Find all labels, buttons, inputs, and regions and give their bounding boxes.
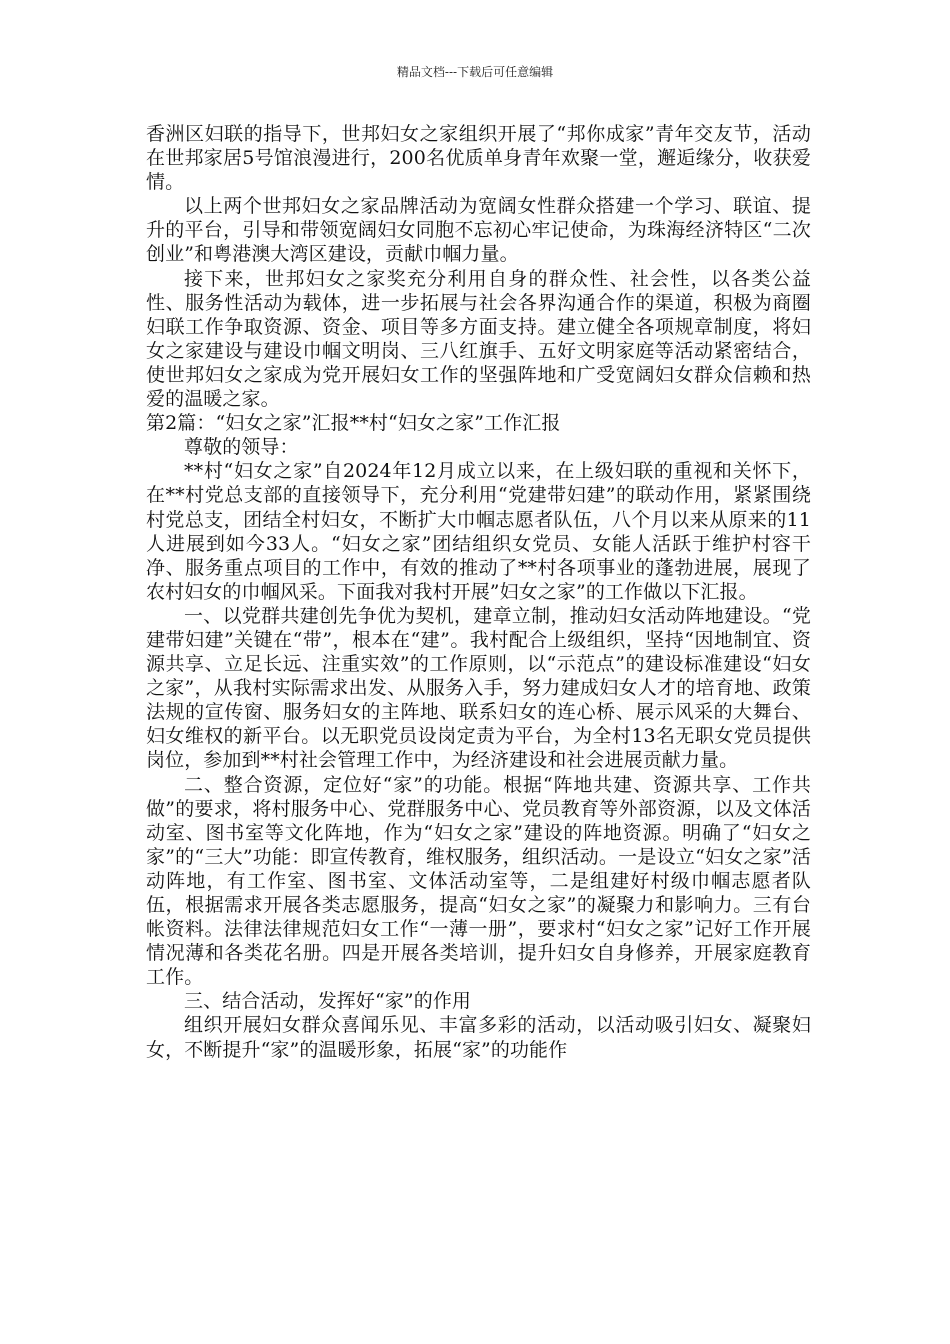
paragraph: **村“妇女之家”自2024年12月成立以来，在上级妇联的重视和关怀下，在**村党总支部的直接领导下，充分利用“党建带妇建”的联动作用，紧紧围绕村党总支，团结全村妇女，不断扩大巾帼志愿者队伍，八个月以来从原来的11人进展到如今33人。“妇女之家”团结组织女党员、女能人活跃于维护村容干净、服务重点项目的工作中，有效的推动了**村各项事业的蓬勃进展，展现了农村妇女的巾帼风采。下面我对我村开展”妇女之家”的工作做以下汇报。 [146,460,811,603]
paragraph: 组织开展妇女群众喜闻乐见、丰富多彩的活动，以活动吸引妇女、凝聚妇女，不断提升“家”的温暖形象，拓展“家”的功能作 [146,1014,811,1061]
subheading: 三、结合活动，发挥好“家”的作用 [184,990,472,1013]
paragraph: 二、整合资源，定位好“家”的功能。根据“阵地共建、资源共享、工作共做”的要求，将村服务中心、党群服务中心、党员教育等外部资源，以及文体活动室、图书室等文化阵地，作为“妇女之家”建设的阵地资源。明确了“妇女之家”的“三大”功能：即宣传教育，维权服务，组织活动。一是设立“妇女之家”活动阵地，有工作室、图书室、文体活动室等，二是组建好村级巾帼志愿者队伍，根据需求开展各类志愿服务，提高“妇女之家”的凝聚力和影响力。三有台帐资料。法律法律规范妇女工作“一薄一册”，要求村“妇女之家”记好工作开展情况薄和各类花名册。四是开展各类培训，提升妇女自身修养，开展家庭教育工作。 [146,773,811,989]
paragraph: 接下来，世邦妇女之家奖充分利用自身的群众性、社会性，以各类公益性、服务性活动为载体，进一步拓展与社会各界沟通合作的渠道，积极为商圈妇联工作争取资源、资金、项目等多方面支持。建立健全各项规章制度，将妇女之家建设与建设巾帼文明岗、三八红旗手、五好文明家庭等活动紧密结合，使世邦妇女之家成为党开展妇女工作的坚强阵地和广受宽阔妇女群众信赖和热爱的温暖之家。 [146,267,811,411]
page-header: 精品文档---下载后可任意编辑 [396,65,554,79]
paragraph: 香洲区妇联的指导下，世邦妇女之家组织开展了“邦你成家”青年交友节，活动在世邦家居5号馆浪漫进行，200名优质单身青年欢聚一堂，邂逅缘分，收获爱情。 [146,123,811,194]
paragraph: 一、以党群共建创先争优为契机，建章立制，推动妇女活动阵地建设。“党建带妇建”关键在“带”，根本在“建”。我村配合上级组织，坚持“因地制宜、资源共享、立足长远、注重实效”的工作原则，以“示范点”的建设标准建设“妇女之家”，从我村实际需求出发、从服务入手，努力建成妇女人才的培育地、政策法规的宣传窗、服务妇女的主阵地、联系妇女的连心桥、展示风采的大舞台、妇女维权的新平台。以无职党员设岗定责为平台，为全村13名无职女党员提供岗位，参加到**村社会管理工作中，为经济建设和社会进展贡献力量。 [146,604,811,772]
salutation: 尊敬的领导： [184,436,299,459]
paragraph: 以上两个世邦妇女之家品牌活动为宽阔女性群众搭建一个学习、联谊、提升的平台，引导和带领宽阔妇女同胞不忘初心牢记使命，为珠海经济特区“二次创业”和粤港澳大湾区建设，贡献巾帼力量。 [146,195,811,266]
section-title: 第2篇：“妇女之家”汇报**村“妇女之家”工作汇报 [146,412,561,435]
document-body [146,122,811,1062]
